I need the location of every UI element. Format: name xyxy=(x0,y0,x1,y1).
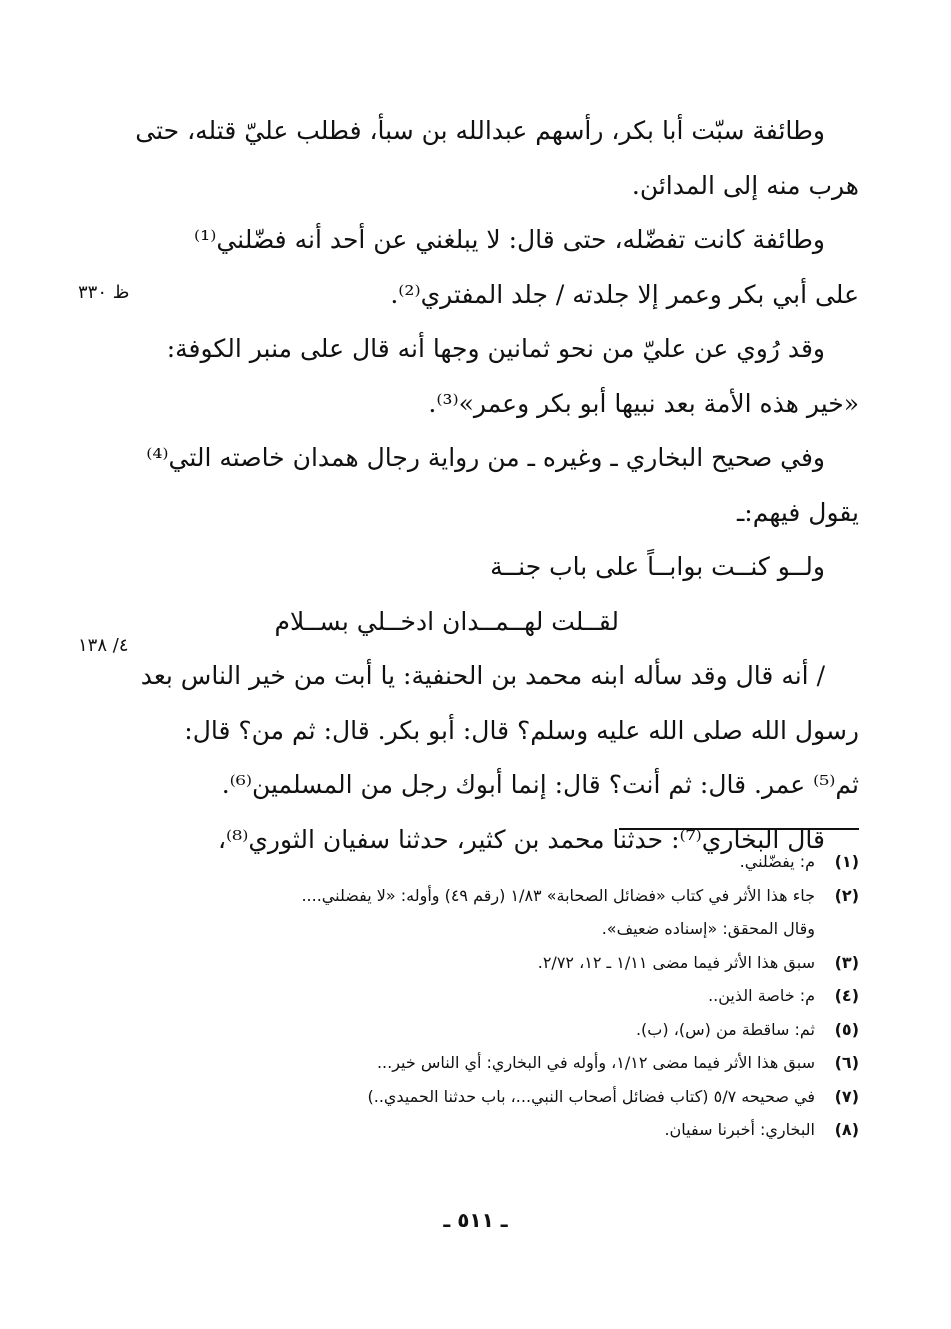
footnote-item xyxy=(139,946,859,980)
footnote-number: (٢) xyxy=(834,885,859,905)
footnote-number: (٧) xyxy=(834,1086,859,1106)
footnote-text: ثم: ساقطة من (س)، (ب). xyxy=(635,1019,815,1039)
margin-manuscript-ref: ظ ٣٣٠ xyxy=(78,282,130,303)
footnote-number: (٨) xyxy=(834,1120,859,1139)
footnote-number: (٤) xyxy=(834,986,859,1005)
footnote-number: (١) xyxy=(834,852,859,871)
text-line: قال البخاري⁽⁷⁾: حدثنا محمد بن كثير، حدثنا سفيان الثوري⁽⁸⁾، xyxy=(217,824,825,854)
page-number: ـ ٥١١ ـ xyxy=(443,1208,508,1232)
footnote-item xyxy=(139,879,859,913)
footnote-text: في صحيحه ٥/٧ (كتاب فضائل أصحاب النبي...، باب حدثنا الحميدي..) xyxy=(367,1086,815,1106)
text-line: وقد رُوي عن عليّ من نحو ثمانين وجها أنه قال على منبر الكوفة: xyxy=(166,334,825,363)
text-line: هرب منه إلى المدائن. xyxy=(631,170,859,200)
text-line: وطائفة كانت تفضّله، حتى قال: لا يبلغني عن أحد أنه فضّلني⁽¹⁾ xyxy=(194,225,825,254)
footnote-text: جاء هذا الأثر في كتاب «فضائل الصحابة» ١/٨٣ (رقم ٤٩) وأوله: «لا يفضلني.... xyxy=(301,885,815,905)
footnote-item xyxy=(139,1013,859,1047)
footnote-item xyxy=(139,845,859,879)
footnote-continuation: وقال المحقق: «إسناده ضعيف». xyxy=(601,919,815,938)
footnote-text: سبق هذا الأثر فيما مضى ١/١٢، وأوله في البخاري: أي الناس خير... xyxy=(376,1053,815,1072)
footnote-number: (٦) xyxy=(834,1053,859,1072)
footnote-divider xyxy=(619,828,859,830)
footnote-text: سبق هذا الأثر فيما مضى ١/١١ ـ ١٢، ٢/٧٢. xyxy=(537,952,815,972)
footnote-item xyxy=(139,1113,859,1147)
footnote-item xyxy=(139,1080,859,1114)
margin-volume-ref: ٤/ ١٣٨ xyxy=(78,635,129,656)
footnote-text: م: يفضّلني. xyxy=(739,852,815,871)
text-line: ثم⁽⁵⁾ عمر. قال: ثم أنت؟ قال: إنما أبوك رجل من المسلمين⁽⁶⁾. xyxy=(221,770,859,799)
footnote-number: (٣) xyxy=(834,952,859,972)
main-text xyxy=(135,104,859,867)
footnote-item xyxy=(139,979,859,1013)
footnote-number: (٥) xyxy=(834,1019,859,1039)
text-line: وطائفة سبّت أبا بكر، رأسهم عبدالله بن سبأ، فطلب عليّ قتله، حتى xyxy=(135,116,825,145)
footnote-item xyxy=(139,1046,859,1080)
text-line: يقول فيهم:ـ xyxy=(736,497,859,527)
verse-line-second: لقــلت لهــمــدان ادخــلي بســلام xyxy=(274,606,619,636)
text-line: رسول الله صلى الله عليه وسلم؟ قال: أبو بكر. قال: ثم من؟ قال: xyxy=(184,715,859,745)
verse-line-first: ولــو كنــت بوابــاً على باب جنــة xyxy=(490,552,825,581)
footnote-text: م: خاصة الذين.. xyxy=(708,986,815,1005)
text-line: على أبي بكر وعمر إلا جلدته / جلد المفتري⁽²⁾. xyxy=(390,279,859,309)
footnotes xyxy=(139,845,859,1147)
footnote-text: البخاري: أخبرنا سفيان. xyxy=(664,1120,815,1139)
text-line: / أنه قال وقد سأله ابنه محمد بن الحنفية: يا أبت من خير الناس بعد xyxy=(140,661,825,690)
text-line: «خير هذه الأمة بعد نبيها أبو بكر وعمر»⁽³⁾. xyxy=(428,388,859,418)
text-line: وفي صحيح البخاري ـ وغيره ـ من رواية رجال همدان خاصته التي⁽⁴⁾ xyxy=(146,443,825,472)
